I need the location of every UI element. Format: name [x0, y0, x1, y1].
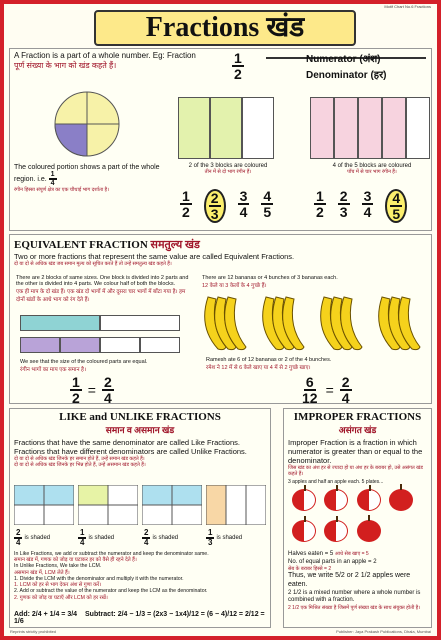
- shaded-fraction-2: $\frac{2}{4}$: [144, 528, 149, 547]
- banana-bunches: [200, 293, 426, 353]
- banana-text: There are 12 bananas or 4 bunches of 3 bananas each.: [202, 275, 338, 281]
- fraction-b-3: $\frac{4}{5}$: [385, 189, 407, 223]
- footer-right: Publisher: Jaya Prakash Publications, Dhala, Mumbai: [336, 629, 431, 634]
- like-note-1: समान खंड में, गणक को जोड़ या घटाकर हर को वैसे ही रहने देते हैं।: [14, 557, 137, 564]
- equivalent-heading: EQUIVALENT FRACTION: [14, 239, 148, 251]
- equivalent-equation-1: $\frac{1}{2}$ = $\frac{2}{4}$: [72, 374, 112, 406]
- equivalent-section: [9, 234, 432, 404]
- footer-left: Reprints strictly prohibited: [10, 629, 57, 634]
- intro-section: [9, 48, 432, 231]
- five-blocks: [310, 97, 430, 159]
- halves-text: Halves eaten = 5: [288, 551, 334, 557]
- square-1-4: [78, 485, 138, 525]
- example-fraction: $\frac{1}{2}$: [234, 50, 242, 82]
- banana-bunch-icon: [200, 293, 252, 353]
- equal-parts: No. of equal parts in an apple = 2: [288, 558, 377, 565]
- circle-caption-hindi: रंगीन हिस्सा संपूर्ण क्षेत्र का एक चौथाई भाग दर्शाता है।: [14, 187, 110, 193]
- apple-icon: [389, 489, 413, 511]
- fraction-b-1: $\frac{2}{3}$: [339, 188, 348, 220]
- shaded-labels: [14, 529, 266, 547]
- denominator-label: Denominator (हर): [306, 70, 387, 81]
- banana-text-hindi: 12 केले या 3 केलों के 4 गुच्छे हैं।: [202, 283, 267, 289]
- three-blocks-caption-hindi: तीन में से दो भाग रंगीन हैं।: [204, 169, 252, 175]
- square-1-3: [206, 485, 266, 525]
- equivalent-equation-2: $\frac{6}{12}$ = $\frac{2}{4}$: [302, 374, 350, 406]
- square-2-4: [14, 485, 74, 525]
- quarter-circle-diagram: [32, 89, 142, 159]
- shaded-label-1: $\frac{1}{4}$ is shaded: [80, 528, 115, 547]
- like-unlike-section: [9, 408, 271, 628]
- banana-footer: Ramesh ate 6 of 12 bananas or 2 of the 4 bunches.: [206, 357, 332, 363]
- subtract-expression: 2/4 − 1/3 = (2x3 − 1x4)/12 = (6 − 4)/12 = 2/12 = 1/6: [14, 611, 265, 625]
- blocks-footer: We see that the size of the coloured parts are equal.: [20, 359, 148, 365]
- five-blocks-caption-hindi: पाँच में से चार भाग रंगीन हैं।: [347, 169, 397, 175]
- numerator-label: Numerator (अंश): [306, 54, 381, 65]
- like-note-6: 2. Add or subtract the value of the numerator and keep the LCM as the denominator.: [14, 588, 208, 595]
- improper-section: [283, 408, 432, 628]
- apples: [284, 485, 431, 551]
- fraction-b-0: $\frac{1}{2}$: [316, 188, 324, 220]
- banana-bunch-icon: [258, 293, 310, 353]
- like-heading-hindi: समान व असमान खंड: [105, 425, 175, 435]
- add-expression: 2/4 + 1/4 = 3/4: [31, 611, 78, 618]
- fraction-a-2: $\frac{3}{4}$: [239, 188, 248, 220]
- like-text-hindi-1: दो या दो से अधिक खंड जिनके हर समान होते हैं, उन्हें समान खंड कहते हैं।: [14, 456, 145, 462]
- improper-heading-hindi: असंगत खंड: [338, 425, 377, 435]
- blocks-text-hindi: एक ही माप के दो खंड हैं। एक खंड दो भागों में और दूसरा चार भागों में बाँटा गया है। हम दोनों खंडों के आधे भाग को रंग देते हैं।: [16, 289, 186, 303]
- equivalent-heading-hindi: समतुल्य खंड: [150, 239, 200, 251]
- improper-text: Improper Fraction is a fraction in which numerator is greater than or equal to the denominator.: [288, 438, 423, 465]
- apple-half-icon: [324, 520, 348, 542]
- shaded-fraction-1: $\frac{1}{4}$: [80, 528, 85, 547]
- fraction-row-a: [180, 189, 273, 223]
- like-heading: LIKE and UNLIKE FRACTIONS: [59, 411, 221, 423]
- apple-half-icon: [357, 489, 381, 511]
- circle-caption: The coloured portion shows a part of the whole region. i.e.: [14, 164, 160, 183]
- banana-bunch-icon: [316, 293, 368, 353]
- three-blocks-caption: 2 of the 3 blocks are coloured: [188, 163, 268, 169]
- square-2-4-b: [142, 485, 202, 525]
- shaded-label-2: $\frac{2}{4}$ is shaded: [144, 528, 179, 547]
- fraction-a-3: $\frac{4}{5}$: [263, 188, 272, 220]
- add-label: Add:: [14, 611, 30, 618]
- mixed-text: 2 1/2 is a mixed number where a whole number is combined with a fraction.: [288, 589, 421, 604]
- banana-bunch-icon: [374, 293, 426, 353]
- improper-text-hindi: जिस खंड का अंश हर से ज्यादा हो या अंश हर के बराबर हो, उसे असंगत खंड कहते हैं।: [288, 465, 423, 477]
- like-note-3: असमान खंड में, LCM लेते हैं।: [14, 569, 70, 576]
- shaded-fraction-3: $\frac{1}{3}$: [208, 528, 213, 547]
- like-notes: [14, 551, 272, 601]
- top-note: Motif Chart No.6 Fractions: [384, 4, 431, 9]
- like-text-1: Fractions that have the same denominator are called Like Fractions.: [14, 438, 240, 447]
- like-text-hindi-2: दो या दो से अधिक खंड जिनके हर भिन्न होते हैं, उन्हें असमान खंड कहते हैं।: [14, 462, 146, 468]
- fraction-b-2: $\frac{3}{4}$: [363, 188, 372, 220]
- apple-half-icon: [292, 520, 316, 542]
- five-blocks-caption: 4 of the 5 blocks are coloured: [332, 163, 412, 169]
- apple-half-icon: [292, 489, 316, 511]
- circle-fraction: $\frac{1}{4}$: [50, 171, 55, 187]
- quarters-block: [20, 337, 180, 353]
- banana-footer-hindi: रमेश ने 12 में से 6 केले खाए या 4 में से 2 गुच्छे खाए।: [206, 365, 311, 371]
- subtract-label: Subtract:: [85, 611, 116, 618]
- intro-definition-hindi: पूर्ण संख्या के भाग को खंड कहते हैं।: [14, 61, 117, 70]
- fraction-a-0: $\frac{1}{2}$: [182, 188, 190, 220]
- like-note-2: In Unlike Fractions, We take the LCM.: [14, 563, 102, 570]
- halves-block: [20, 315, 180, 331]
- like-note-0: In Like Fractions, we add or subtract the numerator and keep the denominator same.: [14, 551, 209, 557]
- apple-icon: [357, 520, 381, 542]
- equal-parts-hindi: सेब के बराबर हिस्से = 2: [288, 566, 332, 572]
- blocks-footer-hindi: रंगीन भागों का माप एक समान है।: [20, 367, 87, 373]
- like-note-5: 1. LCM को हर से भाग देकर अंश से गुणा करें।: [14, 582, 102, 589]
- shaded-label-0: $\frac{2}{4}$ is shaded: [16, 528, 51, 547]
- equivalent-intro-hindi: दो या दो से अधिक खंड जब समान मूल्य को सूचित करते हैं तो उन्हें समतुल्य खंड कहते हैं।: [14, 261, 172, 267]
- page-title: Fractions खंड: [94, 10, 356, 46]
- apple-half-icon: [324, 489, 348, 511]
- three-blocks: [178, 97, 274, 159]
- like-note-4: 1. Divide the LCM with the denominator and multiply it with the numerator.: [14, 575, 184, 582]
- intro-definition: A Fraction is a part of a whole number. Eg: Fraction: [14, 51, 196, 60]
- halves-hindi: आधे सेब खाए = 5: [334, 551, 369, 557]
- equivalent-intro: Two or more fractions that represent the same value are called Equivalent Fractions.: [14, 252, 295, 261]
- fraction-row-b: [314, 189, 407, 223]
- thus-text: Thus, we write 5/2 or 2 1/2 apples were eaten.: [288, 572, 411, 588]
- improper-heading: IMPROPER FRACTIONS: [293, 411, 422, 423]
- shaded-fraction-0: $\frac{2}{4}$: [16, 528, 21, 547]
- apple-intro: 3 apples and half an apple each. 5 plates...: [288, 479, 384, 485]
- mixed-hindi: 2 1/2 एक मिश्रित संख्या है जिसमें पूर्ण संख्या खंड के साथ संयुक्त होती है।: [288, 604, 421, 611]
- like-text-2: Fractions that have different denominators are called Unlike Fractions.: [14, 447, 247, 456]
- shaded-label-3: $\frac{1}{3}$ is shaded: [208, 528, 243, 547]
- fraction-a-1: $\frac{2}{3}$: [204, 189, 226, 223]
- like-note-7: 2. गुणक को जोड़ या घटाएँ और LCM को हर रखें।: [14, 594, 108, 601]
- blocks-text: There are 2 blocks of same sizes. One block is divided into 2 parts and the other is divided into 4 parts. We colour half of both the blocks.: [16, 275, 189, 287]
- shaded-squares: [14, 485, 266, 525]
